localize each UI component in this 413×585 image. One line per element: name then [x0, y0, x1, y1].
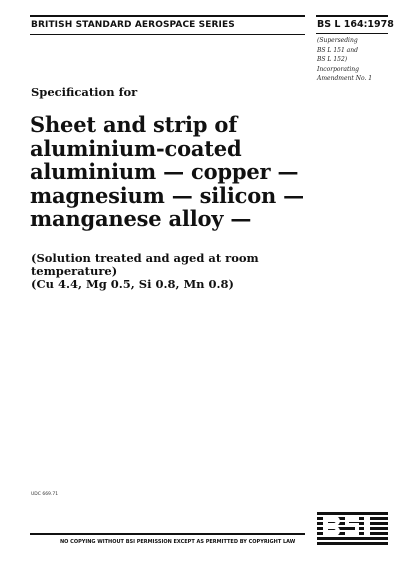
subtitle-line: temperature)	[31, 264, 118, 278]
subtitle-line: (Cu 4.4, Mg 0.5, Si 0.8, Mn 0.8)	[31, 277, 234, 291]
title-line: aluminium — copper —	[30, 159, 299, 184]
standard-number: BS L 164:1978	[317, 19, 394, 30]
document-title	[30, 113, 330, 231]
note-line: Amendment No. 1	[317, 75, 373, 82]
title-line: magnesium — silicon —	[30, 182, 304, 208]
copyright-notice: NO COPYING WITHOUT BSI PERMISSION EXCEPT AS PERMITTED BY COPYRIGHT LAW	[60, 539, 296, 545]
title-line: aluminium-coated	[30, 135, 242, 161]
document-subtitle	[31, 252, 321, 291]
bottom-rule	[30, 533, 305, 535]
udc-reference: UDC 669.71	[31, 492, 59, 497]
top-rule-left	[30, 15, 305, 17]
supersession-notes	[317, 36, 397, 84]
header-rule-right	[316, 33, 388, 34]
note-line: Incorporating	[317, 65, 360, 73]
note-line: BS L 152)	[317, 56, 348, 63]
title-line: Sheet and strip of	[30, 112, 238, 137]
title-line: manganese alloy —	[30, 206, 252, 231]
header-rule-left	[30, 34, 305, 35]
subtitle-line: (Solution treated and aged at room	[31, 251, 259, 265]
note-line: BS L 151 and	[317, 46, 358, 54]
top-rule-right	[316, 15, 388, 17]
bsi-logo	[317, 512, 388, 548]
series-title: BRITISH STANDARD AEROSPACE SERIES	[31, 20, 235, 30]
note-line: (Superseding	[317, 37, 358, 44]
specification-for-label: Specification for	[31, 85, 138, 99]
